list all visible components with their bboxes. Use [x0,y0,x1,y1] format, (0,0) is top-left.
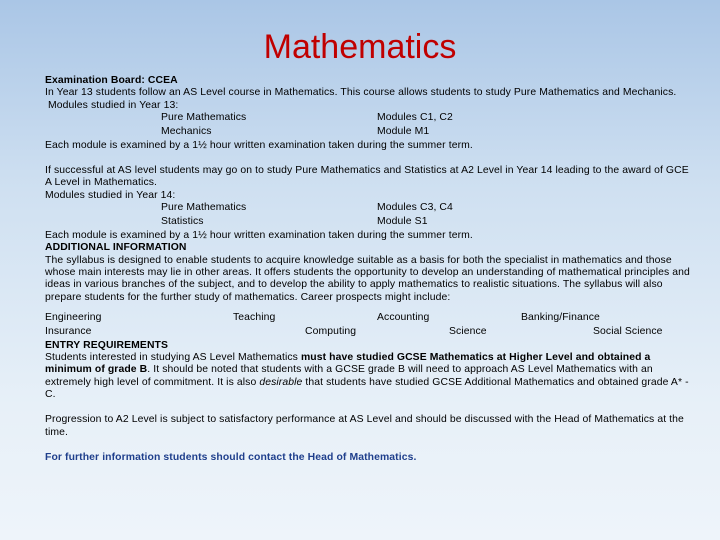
year14-module-row [45,202,695,216]
year14-module-row [45,216,695,230]
year14-modules-heading: Modules studied in Year 14: [45,189,176,201]
career-item: Science [449,325,487,337]
year13-module-row [45,126,695,140]
year13-modules-heading: Modules studied in Year 13: [45,99,179,111]
additional-heading: ADDITIONAL INFORMATION [45,242,187,254]
page-title: Mathematics [263,28,457,66]
module-codes: Modules C1, C2 [377,111,453,123]
career-item: Banking/Finance [521,311,600,323]
module-codes: Module M1 [377,125,430,137]
entry-text: Students interested in studying AS Level Mathematics must have studied GCSE Mathematics at Higher Level and obtained a minimum of grade B. It should be noted that students with a GCSE grade B will need to approach AS Level Mathematics with an extremely high level of commitment. It is also desirable that students have studied GCSE Additional Mathematics and obtained grade A* - C. [45,352,689,401]
year13-intro: In Year 13 students follow an AS Level course in Mathematics. This course allows students to study Pure Mathematics and Mechanics. [45,87,677,99]
progression-text: Progression to A2 Level is subject to satisfactory performance at AS Level and should be discussed with the Head of Mathematics at the time. [45,414,684,438]
module-subject: Mechanics [161,125,212,137]
careers-row [45,326,695,340]
contact-text: For further information students should contact the Head of Mathematics. [45,451,417,463]
year13-exam-note: Each module is examined by a 1½ hour written examination taken during the summer term. [45,139,473,151]
exam-board: Examination Board: CCEA [45,75,178,86]
careers-row [45,312,695,326]
career-item: Teaching [233,311,276,323]
career-item: Engineering [45,311,102,323]
module-subject: Pure Mathematics [161,202,247,214]
career-item: Computing [305,325,357,337]
additional-text: The syllabus is designed to enable students to acquire knowledge suitable as a basis for both the specialist in mathematics and those whose main interests may lie in other areas. It offers students the opportunity to develop an understanding of mathematical principles and ideas in various branches of the subject, and to develop the ability to apply mathematics to realistic situations. The syllabus will also prepare students for the further study of mathematics. Career prospects might include: [45,254,690,303]
year13-module-row [45,112,695,126]
career-item: Insurance [45,325,92,337]
module-subject: Statistics [161,216,204,228]
module-subject: Pure Mathematics [161,111,247,123]
year14-exam-note: Each module is examined by a 1½ hour written examination taken during the summer term. [45,230,473,242]
year14-intro: If successful at AS level students may go on to study Pure Mathematics and Statistics at A2 Level in Year 14 leading to the award of GCE A Level in Mathematics. [45,165,689,189]
entry-heading: ENTRY REQUIREMENTS [45,339,169,351]
module-codes: Modules C3, C4 [377,202,453,214]
module-codes: Module S1 [377,216,428,228]
career-item: Accounting [377,311,430,323]
document-body [45,75,695,464]
career-item: Social Science [593,325,663,337]
